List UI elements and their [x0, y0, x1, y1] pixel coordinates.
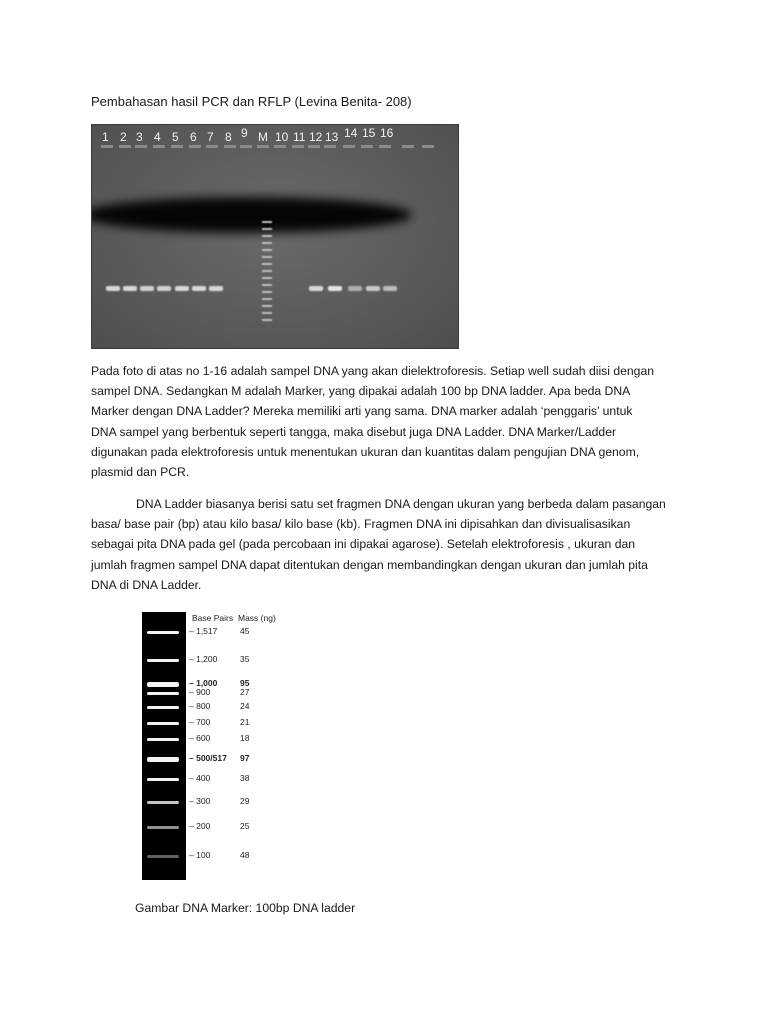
ladder-mass-label: 27 — [240, 687, 250, 697]
gel-lane-label: 7 — [207, 130, 214, 144]
gel-well — [324, 145, 336, 148]
paragraph-line: plasmid dan PCR. — [91, 465, 190, 480]
ladder-mass-label: 38 — [240, 773, 250, 783]
paragraph-line: Marker dengan DNA Ladder? Mereka memiliki arti yang sama. DNA marker adalah ‘penggaris’ untuk — [91, 404, 633, 419]
ladder-band — [147, 801, 179, 804]
paragraph-line: DNA sampel yang berbentuk seperti tangga, maka disebut juga DNA Ladder. DNA Marker/Ladder — [91, 424, 617, 439]
paragraph-line: jumlah fragmen sampel DNA dapat ditentukan dengan membandingkan dengan ukuran dan jumlah pita — [91, 557, 648, 572]
marker-band — [262, 284, 272, 286]
ladder-mass-label: 29 — [240, 796, 250, 806]
gel-band — [123, 286, 137, 291]
ladder-band — [147, 659, 179, 662]
marker-band — [262, 319, 272, 321]
ladder-mass-label: 95 — [240, 678, 250, 688]
ladder-bp-label: – 600 — [189, 733, 211, 743]
gel-band — [157, 286, 171, 291]
gel-lane-label: 12 — [309, 130, 323, 144]
gel-well — [343, 145, 355, 148]
gel-well — [206, 145, 218, 148]
marker-band — [262, 249, 272, 251]
ladder-mass-label: 24 — [240, 701, 250, 711]
marker-band — [262, 305, 272, 307]
gel-well — [257, 145, 269, 148]
gel-band — [348, 286, 362, 291]
marker-band — [262, 256, 272, 258]
document-title: Pembahasan hasil PCR dan RFLP (Levina Benita- 208) — [91, 94, 412, 109]
gel-lane-label: 14 — [344, 126, 358, 140]
gel-well — [308, 145, 320, 148]
gel-well — [101, 145, 113, 148]
gel-well — [224, 145, 236, 148]
gel-lane-label: 9 — [241, 126, 248, 140]
gel-lane-label: 11 — [293, 130, 306, 144]
gel-lane-label: 6 — [190, 130, 197, 144]
ladder-bp-label: – 100 — [189, 850, 211, 860]
gel-lane-label: 10 — [275, 130, 289, 144]
gel-well — [119, 145, 131, 148]
gel-lane-label: M — [258, 130, 268, 144]
marker-band — [262, 270, 272, 272]
gel-well — [153, 145, 165, 148]
marker-band — [262, 277, 272, 279]
dna-ladder-figure — [142, 612, 296, 880]
gel-band — [309, 286, 323, 291]
paragraph-line: sampel DNA. Sedangkan M adalah Marker, yang dipakai adalah 100 bp DNA ladder. Apa beda DNA — [91, 384, 631, 399]
ladder-mass-label: 35 — [240, 654, 250, 664]
gel-lane-label: 2 — [120, 130, 127, 144]
gel-lane-label: 5 — [172, 130, 179, 144]
ladder-bp-label: – 400 — [189, 773, 211, 783]
ladder-band — [147, 722, 179, 725]
gel-electrophoresis-photo — [91, 124, 459, 349]
gel-well — [402, 145, 414, 148]
ladder-bp-label: – 1,517 — [189, 626, 218, 636]
paragraph-line: Pada foto di atas no 1-16 adalah sampel DNA yang akan dielektroforesis. Setiap well sudah diisi dengan — [91, 364, 655, 378]
ladder-bp-label: – 300 — [189, 796, 211, 806]
gel-band — [328, 286, 342, 291]
paragraph-1 — [91, 361, 687, 482]
ladder-mass-label: 48 — [240, 850, 250, 860]
ladder-header-mass: Mass (ng) — [238, 613, 276, 623]
ladder-band — [147, 682, 179, 687]
gel-well — [379, 145, 391, 148]
ladder-band — [147, 706, 179, 709]
gel-well — [361, 145, 373, 148]
gel-lane-label: 3 — [136, 130, 143, 144]
gel-well — [240, 145, 252, 148]
ladder-band — [147, 778, 179, 781]
paragraph-2 — [91, 494, 687, 595]
ladder-band — [147, 692, 179, 695]
marker-band — [262, 228, 272, 230]
ladder-bp-label: – 900 — [189, 687, 211, 697]
gel-smear — [91, 197, 412, 233]
ladder-bp-label: – 1,200 — [189, 654, 218, 664]
paragraph-line: DNA Ladder biasanya berisi satu set fragmen DNA dengan ukuran yang berbeda dalam pasangan — [136, 497, 666, 511]
gel-well — [135, 145, 147, 148]
paragraph-line: digunakan pada elektroforesis untuk menentukan ukuran dan kuantitas dalam pengujian DNA genom, — [91, 444, 640, 459]
ladder-mass-label: 18 — [240, 733, 250, 743]
gel-lane-label: 1 — [102, 130, 109, 144]
gel-band — [383, 286, 397, 291]
ladder-bp-label: – 1,000 — [189, 678, 218, 688]
gel-lane-label: 13 — [325, 130, 339, 144]
marker-band — [262, 221, 272, 223]
ladder-bp-label: – 200 — [189, 821, 211, 831]
ladder-mass-label: 25 — [240, 821, 250, 831]
gel-lane-label: 4 — [154, 130, 161, 144]
ladder-bp-label: – 500/517 — [189, 753, 227, 763]
figure-caption: Gambar DNA Marker: 100bp DNA ladder — [135, 901, 356, 915]
ladder-mass-label: 21 — [240, 717, 250, 727]
gel-well — [274, 145, 286, 148]
paragraph-line: basa/ base pair (bp) atau kilo basa/ kilo base (kb). Fragmen DNA ini dipisahkan dan divisualisasikan — [91, 517, 631, 532]
marker-band — [262, 235, 272, 237]
ladder-band — [147, 757, 179, 762]
marker-band — [262, 291, 272, 293]
gel-band — [192, 286, 206, 291]
gel-band — [366, 286, 380, 291]
ladder-bp-label: – 800 — [189, 701, 211, 711]
gel-band — [106, 286, 120, 291]
marker-band — [262, 242, 272, 244]
ladder-band — [147, 631, 179, 634]
marker-band — [262, 298, 272, 300]
ladder-band — [147, 855, 179, 858]
marker-band — [262, 312, 272, 314]
gel-band — [209, 286, 223, 291]
gel-lane-label: 15 — [362, 126, 376, 140]
ladder-band — [147, 826, 179, 829]
gel-well — [189, 145, 201, 148]
paragraph-line: DNA di DNA Ladder. — [91, 577, 202, 592]
paragraph-line: sebagai pita DNA pada gel (pada percobaan ini dipakai agarose). Setelah elektroforesis , ukuran dan — [91, 537, 636, 552]
ladder-header-base-pairs: Base Pairs — [192, 613, 234, 623]
gel-lane-label: 16 — [380, 126, 394, 140]
ladder-band — [147, 738, 179, 741]
marker-band — [262, 263, 272, 265]
gel-band — [175, 286, 189, 291]
gel-well — [292, 145, 304, 148]
ladder-mass-label: 45 — [240, 626, 250, 636]
ladder-bp-label: – 700 — [189, 717, 211, 727]
ladder-mass-label: 97 — [240, 753, 250, 763]
gel-band — [140, 286, 154, 291]
gel-lane-label: 8 — [225, 130, 232, 144]
gel-well — [422, 145, 434, 148]
ladder-gel-strip — [142, 612, 186, 880]
gel-well — [171, 145, 183, 148]
